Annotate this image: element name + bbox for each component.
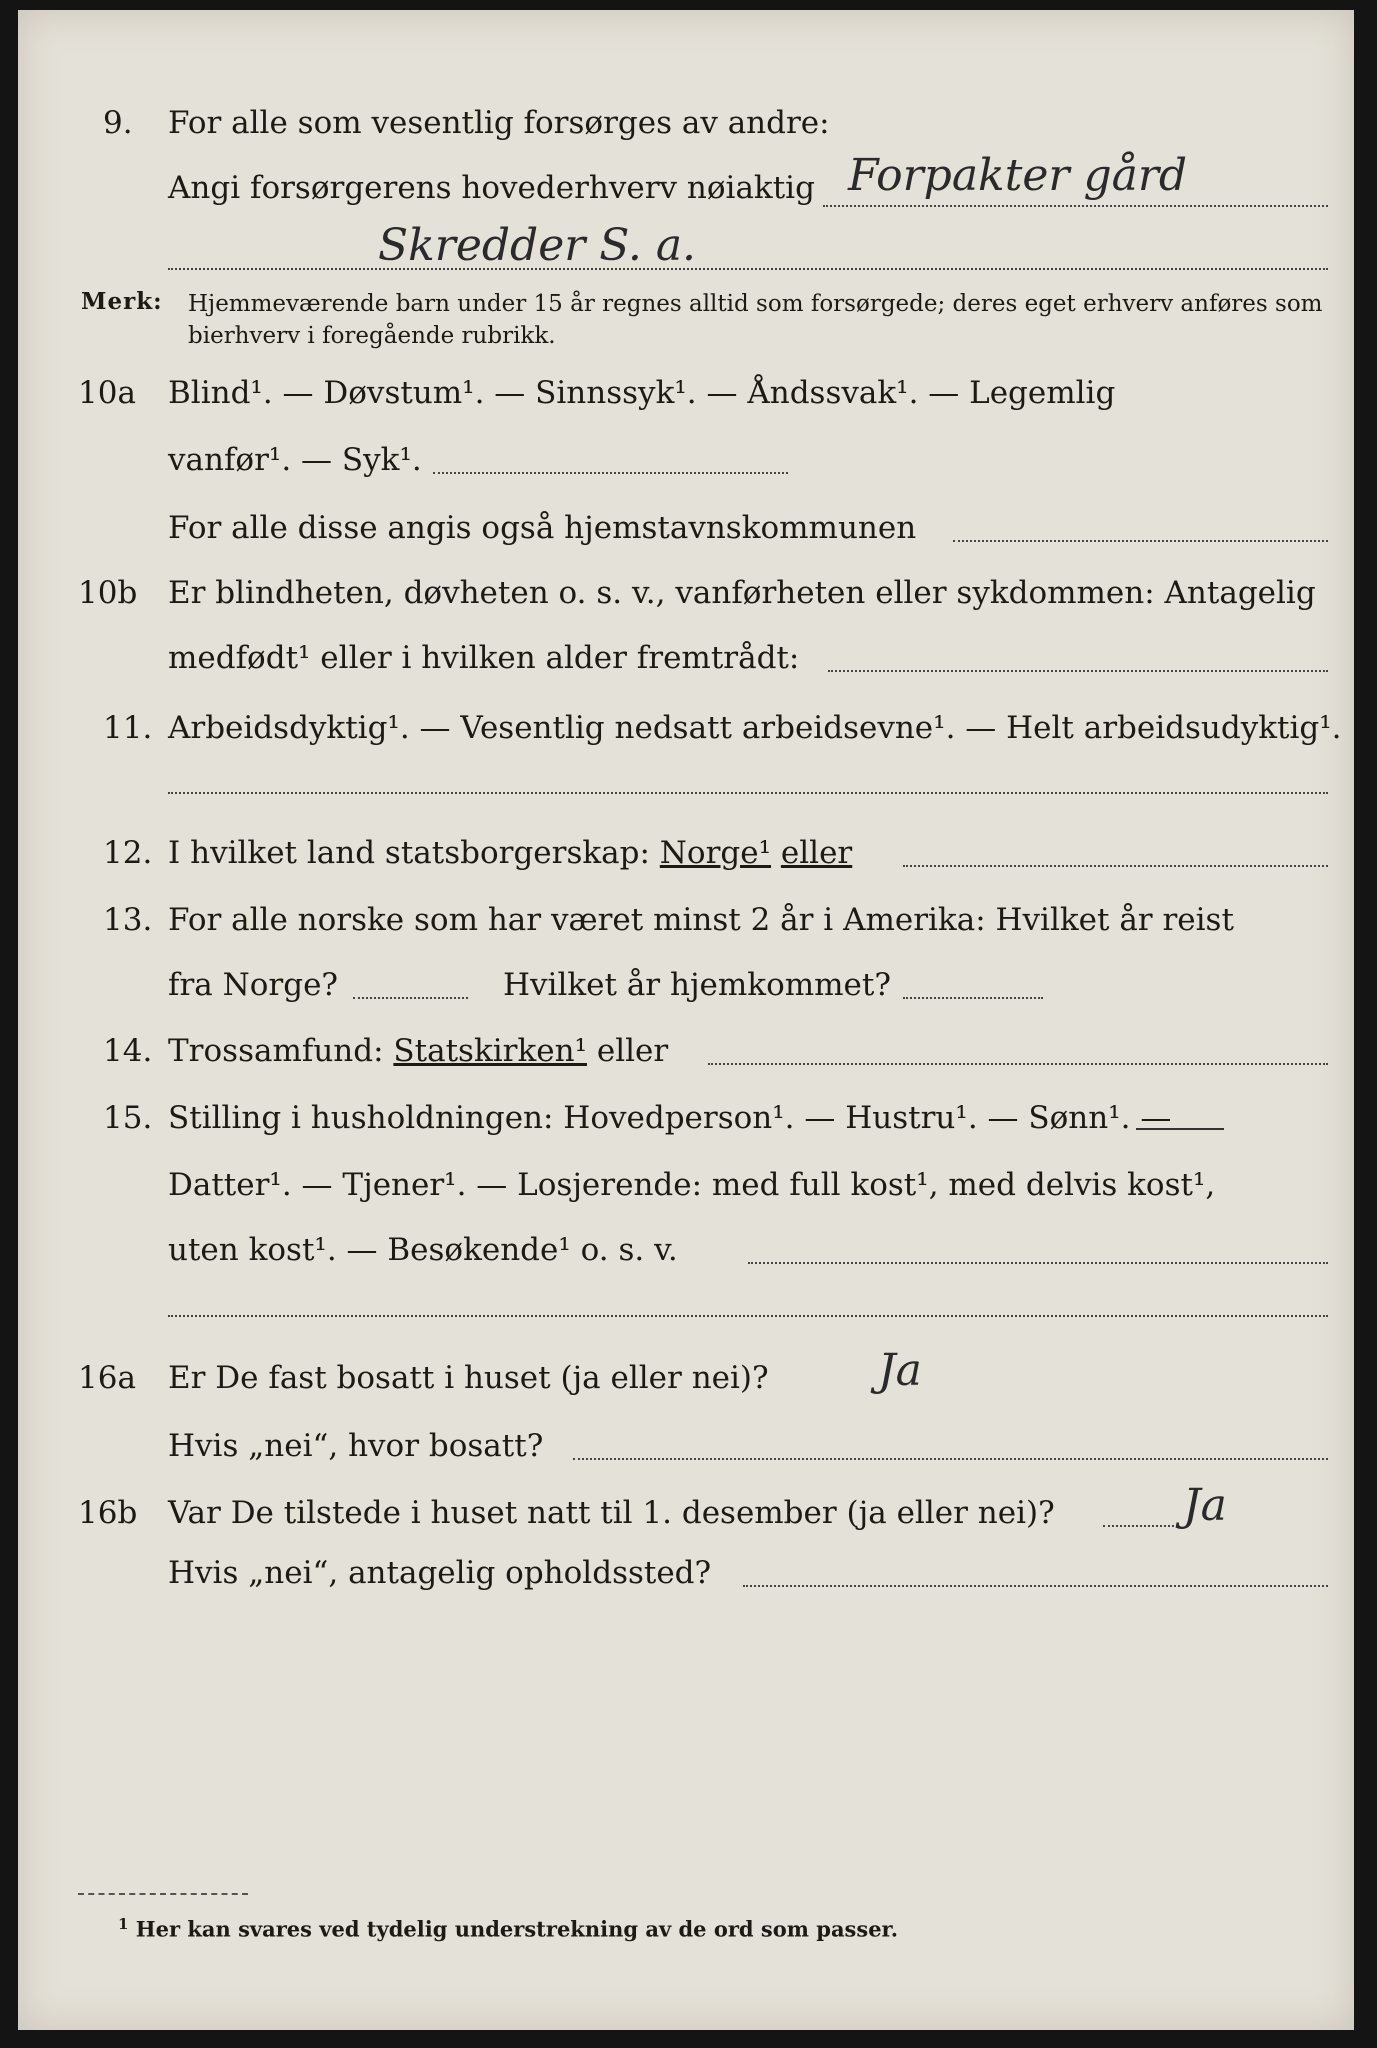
q16b-handwritten-answer: Ja [1183,1480,1227,1531]
q16b-line2: Hvis „nei“, antagelig opholdssted? [168,1555,712,1591]
q12-label: I hvilket land statsborgerskap: [168,835,650,871]
q16b-line-blank [743,1585,1328,1587]
q12-number: 12. [103,835,153,871]
q14-line [168,1033,668,1069]
q16b-number: 16b [78,1495,138,1531]
q15-line-blank2 [168,1315,1328,1317]
q15-sonn-underline [1136,1128,1224,1130]
q9-handwritten-answer1: Forpakter gård [848,150,1188,201]
q16a-line2: Hvis „nei“, hvor bosatt? [168,1428,544,1464]
q15-line3: uten kost¹. — Besøkende¹ o. s. v. [168,1232,678,1268]
footnote-rule [78,1893,248,1895]
q16a-handwritten-answer: Ja [878,1345,922,1396]
q9-number: 9. [103,105,133,141]
footnote-mark: 1 [118,1915,129,1933]
q13-hjemkommet-line [903,997,1043,999]
q11-line1: Arbeidsdyktig¹. — Vesentlig nedsatt arbeidsevne¹. — Helt arbeidsudyktig¹. [168,710,1342,746]
q10b-line1: Er blindheten, døvheten o. s. v., vanførheten eller sykdommen: Antagelig [168,575,1316,611]
q10b-line2: medfødt¹ eller i hvilken alder fremtrådt: [168,640,800,676]
q12-suffix: eller [780,835,853,871]
q14-number: 14. [103,1033,153,1069]
q10a-kommune-line [953,540,1328,542]
q15-number: 15. [103,1100,153,1136]
footnote-text: Her kan svares ved tydelig understrekning av de ord som passer. [135,1916,899,1942]
q9-line2: Angi forsørgerens hovederhverv nøiaktig [168,170,815,206]
q11-line [168,792,1328,794]
q13-line1: For alle norske som har været minst 2 år i Amerika: Hvilket år reist [168,902,1234,938]
merk-label: Merk: [81,288,163,315]
q13-line2b: Hvilket år hjemkommet? [503,967,891,1003]
q9-handwritten-answer2: Skredder S. a. [378,220,697,271]
q9-answer-line [823,205,1328,207]
q12-line [168,835,852,871]
footnote [118,1915,898,1942]
q9-answer-line2 [168,268,1328,270]
census-form-page [18,10,1354,2030]
q16b-answer-line [1103,1525,1178,1527]
q16a-line-blank [573,1458,1328,1460]
q15-line-blank [748,1262,1328,1264]
merk-text: Hjemmeværende barn under 15 år regnes alltid som forsørgede; deres eget erhverv anføres som bierhverv i foregående rubrikk. [188,291,1323,349]
q15-line1: Stilling i husholdningen: Hovedperson¹. — Hustru¹. — Sønn¹. — [168,1100,1172,1136]
q15-line2: Datter¹. — Tjener¹. — Losjerende: med full kost¹, med delvis kost¹, [168,1167,1216,1203]
q10b-number: 10b [78,575,138,611]
q16a-number: 16a [78,1360,136,1396]
q13-line2a: fra Norge? [168,967,339,1003]
q11-number: 11. [103,710,153,746]
q10a-line2: vanfør¹. — Syk¹. [168,442,422,478]
q12-line-blank [903,865,1328,867]
q10a-line1: Blind¹. — Døvstum¹. — Sinnssyk¹. — Åndssvak¹. — Legemlig [168,375,1116,411]
q10a-line3: For alle disse angis også hjemstavnskommunen [168,510,917,546]
q14-label: Trossamfund: [168,1033,384,1069]
q13-reist-line [353,997,468,999]
q16a-line1: Er De fast bosatt i huset (ja eller nei)? [168,1360,769,1396]
q13-number: 13. [103,902,153,938]
q16b-line1: Var De tilstede i huset natt til 1. desember (ja eller nei)? [168,1495,1055,1531]
q14-suffix: eller [596,1033,669,1069]
q10a-number: 10a [78,375,136,411]
q12-option-norge: Norge¹ [659,835,772,871]
q14-line-blank [708,1063,1328,1065]
q10b-line [828,670,1328,672]
q9-line1: For alle som vesentlig forsørges av andre: [168,105,830,141]
q14-option-statskirken: Statskirken¹ [393,1033,587,1069]
q10a-syk-line [433,472,788,474]
